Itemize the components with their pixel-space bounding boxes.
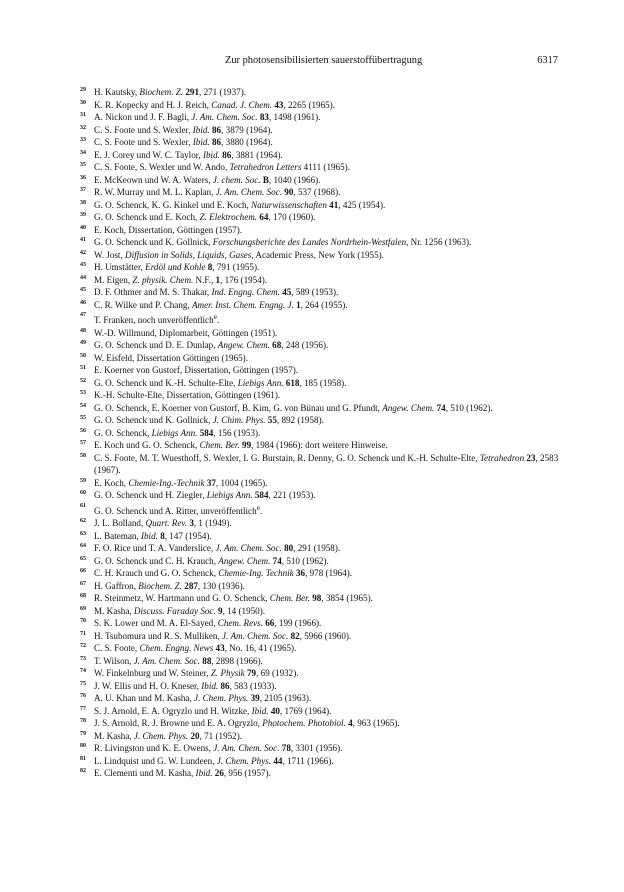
- reference-number: 31: [80, 112, 86, 118]
- reference-entry: [80, 502, 566, 518]
- reference-text: S. K. Lower und M. A. El-Sayed, Chem. Revs. 66, 199 (1966).: [94, 618, 322, 629]
- reference-entry: [80, 517, 566, 530]
- reference-entry: [80, 755, 566, 768]
- reference-entry: [80, 742, 566, 755]
- reference-entry: [80, 211, 566, 224]
- reference-entry: [80, 377, 566, 390]
- reference-number: 73: [80, 655, 86, 662]
- reference-entry: [80, 592, 566, 605]
- reference-text: M. Eigen, Z. physik. Chem. N.F., 1, 176 (1954).: [94, 274, 268, 285]
- reference-entry: [80, 136, 566, 149]
- reference-entry: [80, 261, 566, 274]
- reference-text: R. W. Murray und M. L. Kaplan, J. Am. Chem. Soc. 90, 537 (1968).: [94, 187, 341, 197]
- reference-entry: [80, 617, 566, 630]
- reference-number: 59: [80, 477, 86, 484]
- reference-text: A. U. Khan und M. Kasha, J. Chem. Phys. 39, 2105 (1963).: [94, 693, 312, 704]
- reference-entry: [80, 630, 566, 643]
- reference-text: G. O. Schenck und A. Ritter, unveröffentlich$^e$.: [94, 502, 263, 516]
- reference-number: 64: [80, 543, 86, 550]
- reference-text: M. Kasha, Discuss. Faraday Soc. 9, 14 (1950).: [94, 605, 266, 616]
- reference-text: C. S. Foote, Chem. Engng. News 43, No. 16, 41 (1965).: [94, 643, 297, 654]
- reference-text: J. L. Bolland, Quart. Rev. 3, 1 (1949).: [94, 518, 232, 529]
- reference-text: E. Clementi und M. Kasha, Ibid. 26, 956 (1957).: [94, 768, 271, 779]
- reference-number: 75: [80, 680, 86, 687]
- reference-text: L. Lindquist und G. W. Lundeen, J. Chem. Phys. 44, 1711 (1966).: [94, 755, 334, 766]
- reference-text: E. Koch, Chemie-Ing.-Technik 37, 1004 (1965).: [94, 477, 268, 488]
- reference-number: 36: [80, 174, 86, 181]
- reference-entry: [80, 174, 566, 187]
- reference-text: L. Bateman, Ibid. 8, 147 (1954).: [94, 530, 212, 541]
- reference-entry: [80, 224, 566, 237]
- reference-entry: [80, 530, 566, 543]
- reference-entry: [80, 452, 566, 477]
- reference-number: 41: [80, 237, 86, 243]
- reference-text: H. Umstätter, Erdöl und Kohle 8, 791 (1955).: [94, 262, 260, 272]
- reference-number: 35: [80, 162, 86, 168]
- reference-entry: [80, 705, 566, 718]
- reference-entry: [80, 642, 566, 655]
- reference-number: 82: [80, 768, 86, 775]
- reference-entry: [80, 667, 566, 680]
- reference-text: G. O. Schenck, E. Koerner von Gustorf, B. Kim, G. von Bünau und G. Pfundt, Angew. Chem. 74, 510 (1962).: [94, 402, 493, 413]
- reference-entry: [80, 767, 566, 780]
- reference-number: 46: [80, 299, 86, 306]
- running-title: Zur photosensibilisierten sauerstoffübertragung: [225, 55, 423, 66]
- reference-text: G. O. Schenck und C. H. Krauch, Angew. Chem. 74, 510 (1962).: [94, 555, 329, 566]
- reference-entry: [80, 389, 566, 402]
- reference-text: G. O. Schenck und E. Koch, Z. Elektrochem. 64, 170 (1960).: [94, 212, 316, 222]
- reference-entry: [80, 311, 566, 327]
- reference-number: 77: [80, 705, 86, 712]
- reference-text: M. Kasha, J. Chem. Phys. 20, 71 (1952).: [94, 730, 243, 741]
- reference-number: 30: [80, 99, 86, 106]
- reference-number: 34: [80, 149, 86, 156]
- reference-text: R. Steinmetz, W. Hartmann und G. O. Schenck, Chem. Ber. 98, 3854 (1965).: [94, 593, 373, 604]
- reference-text: G. O. Schenck und K. Gollnick, Forschungsberichte des Landes Nordrhein-Westfalen, Nr. 1256 (1963).: [94, 237, 472, 247]
- reference-number: 56: [80, 427, 86, 434]
- reference-text: G. O. Schenck, Liebigs Ann. 584, 156 (1953).: [94, 427, 261, 438]
- reference-entry: [80, 149, 566, 162]
- reference-number: 63: [80, 530, 86, 537]
- reference-entry: [80, 555, 566, 568]
- reference-text: W. Finkelnburg und W. Steiner, Z. Physik 79, 69 (1932).: [94, 668, 299, 679]
- reference-number: 48: [80, 327, 86, 334]
- reference-entry: [80, 286, 566, 299]
- reference-text: W.-D. Willmund, Diplomarbeit, Göttingen (1951).: [94, 327, 278, 338]
- reference-number: 47: [80, 312, 86, 318]
- reference-number: 50: [80, 352, 86, 359]
- reference-entry: [80, 352, 566, 365]
- reference-text: J. W. Ellis und H. O. Kneser, Ibid. 86, 583 (1933).: [94, 680, 277, 691]
- reference-number: 80: [80, 743, 86, 750]
- reference-number: 67: [80, 580, 86, 587]
- reference-number: 49: [80, 340, 86, 347]
- reference-text: D. F. Othmer and M. S. Thakar, Ind. Engng. Chem. 45, 589 (1953).: [94, 287, 339, 297]
- reference-number: 33: [80, 137, 86, 143]
- reference-entry: [80, 414, 566, 427]
- reference-number: 81: [80, 755, 86, 762]
- reference-text: E. McKeown und W. A. Waters, J. chem. Soc. B, 1040 (1966).: [94, 174, 321, 185]
- reference-text: C. H. Krauch und G. O. Schenck, Chemie-Ing. Technik 36, 978 (1964).: [94, 568, 353, 579]
- reference-entry: [80, 124, 566, 137]
- reference-entry: [80, 299, 566, 312]
- reference-text: J. S. Arnold, R. J. Browne und E. A. Ogryzlo, Photochem. Photobiol. 4, 963 (1965).: [94, 718, 400, 729]
- reference-entry: [80, 402, 566, 415]
- reference-text: A. Nickon und J. F. Bagli, J. Am. Chem. Soc. 83, 1498 (1961).: [94, 112, 321, 122]
- reference-number: 58: [80, 452, 86, 459]
- reference-number: 62: [80, 518, 86, 525]
- reference-text: H. Tsubomura und R. S. Mulliken, J. Am. Chem. Soc. 82, 5966 (1960).: [94, 630, 352, 641]
- reference-text: C. S. Foote und S. Wexler, Ibid. 86, 3879 (1964).: [94, 124, 273, 135]
- reference-entry: [80, 249, 566, 262]
- reference-number: 66: [80, 568, 86, 575]
- reference-entry: [80, 542, 566, 555]
- reference-text: G. O. Schenck und K.-H. Schulte-Elte, Liebigs Ann. 618, 185 (1958).: [94, 377, 347, 388]
- reference-entry: [80, 99, 566, 112]
- page-number: 6317: [537, 55, 558, 66]
- reference-text: T. Wilson, J. Am. Chem. Soc. 88, 2898 (1966).: [94, 655, 263, 666]
- reference-list: [80, 86, 566, 780]
- reference-number: 69: [80, 605, 86, 612]
- reference-entry: [80, 186, 566, 199]
- reference-number: 51: [80, 365, 86, 372]
- reference-entry: [80, 717, 566, 730]
- reference-number: 44: [80, 274, 86, 281]
- reference-entry: [80, 580, 566, 593]
- reference-text: K.-H. Schulte-Elte, Dissertation, Göttingen (1961).: [94, 390, 281, 401]
- reference-number: 55: [80, 415, 86, 422]
- reference-entry: [80, 605, 566, 618]
- reference-text: G. O. Schenck, K. G. Kinkel und E. Koch, Naturwissenschaften 41, 425 (1954).: [94, 199, 386, 210]
- reference-number: 43: [80, 262, 86, 268]
- reference-text: W. Eisfeld, Dissertation Göttingen (1965).: [94, 352, 248, 363]
- reference-number: 60: [80, 490, 86, 497]
- reference-number: 57: [80, 440, 86, 447]
- reference-entry: [80, 655, 566, 668]
- reference-text: F. O. Rice und T. A. Vanderslice, J. Am. Chem. Soc. 80, 291 (1958).: [94, 543, 341, 554]
- reference-entry: [80, 489, 566, 502]
- reference-entry: [80, 427, 566, 440]
- reference-entry: [80, 339, 566, 352]
- reference-entry: [80, 86, 566, 99]
- reference-number: 42: [80, 249, 86, 256]
- reference-entry: [80, 567, 566, 580]
- reference-text: G. O. Schenck und H. Ziegler, Liebigs Ann. 584, 221 (1953).: [94, 490, 316, 501]
- reference-number: 52: [80, 377, 86, 384]
- reference-entry: [80, 236, 566, 249]
- reference-number: 39: [80, 212, 86, 218]
- reference-entry: [80, 199, 566, 212]
- reference-text: C. R. Wilke und P. Chang, Amer. Inst. Chem. Engng. J. 1, 264 (1955).: [94, 299, 348, 310]
- reference-number: 74: [80, 668, 86, 675]
- reference-text: E. Koch, Dissertation, Göttingen (1957).: [94, 224, 242, 235]
- reference-number: 68: [80, 593, 86, 600]
- reference-number: 53: [80, 390, 86, 397]
- reference-number: 78: [80, 718, 86, 725]
- reference-entry: [80, 680, 566, 693]
- reference-number: 79: [80, 730, 86, 737]
- reference-text: H. Gaffron, Biochem. Z. 287, 130 (1936).: [94, 580, 245, 591]
- reference-text: C. S. Foote und S. Wexler, Ibid. 86, 3880 (1964).: [94, 137, 273, 147]
- reference-entry: [80, 161, 566, 174]
- reference-text: S. J. Arnold, E. A. Ogryzlo und H. Witzke, Ibid. 40, 1769 (1964).: [94, 705, 332, 716]
- reference-number: 65: [80, 555, 86, 562]
- reference-text: G. O. Schenck und D. E. Dunlap, Angew. Chem. 68, 248 (1956).: [94, 340, 329, 351]
- reference-number: 29: [80, 87, 86, 93]
- reference-text: C. S. Foote, M. T. Wuesthoff, S. Wexler, I. G. Burstain, R. Denny, G. O. Schenck und K.-H. Schulte-Elte, Tetrahedron 23, 2583 (1967).: [94, 452, 559, 476]
- reference-entry: [80, 111, 566, 124]
- reference-text: R. Livingston und K. E. Owens, J. Am. Chem. Soc. 78, 3301 (1956).: [94, 743, 343, 754]
- reference-text: E. Koerner von Gustorf, Dissertation, Göttingen (1957).: [94, 365, 299, 376]
- reference-text: G. O. Schenck und K. Gollnick, J. Chim. Phys. 55, 892 (1958).: [94, 415, 324, 426]
- reference-number: 76: [80, 693, 86, 700]
- reference-text: T. Franken, noch unveröffentlich$^e$.: [94, 312, 220, 326]
- reference-text: H. Kautsky, Biochem. Z. 291, 271 (1937).: [94, 87, 246, 97]
- reference-number: 38: [80, 199, 86, 206]
- reference-text: E. J. Corey und W. C. Taylor, Ibid. 86, 3881 (1964).: [94, 149, 283, 160]
- reference-text: C. S. Foote, S. Wexler und W. Ando, Tetrahedron Letters 4111 (1965).: [94, 162, 350, 172]
- reference-entry: [80, 730, 566, 743]
- reference-text: K. R. Kopecky and H. J. Reich, Canad. J. Chem. 43, 2265 (1965).: [94, 99, 335, 110]
- reference-number: 54: [80, 402, 86, 409]
- reference-number: 71: [80, 630, 86, 637]
- reference-entry: [80, 477, 566, 490]
- reference-entry: [80, 327, 566, 340]
- reference-number: 70: [80, 618, 86, 625]
- reference-entry: [80, 364, 566, 377]
- reference-number: 45: [80, 287, 86, 293]
- reference-text: E. Koch und G. O. Schenck, Chem. Ber. 99, 1984 (1966): dort weitere Hinweise.: [94, 440, 388, 451]
- reference-entry: [80, 692, 566, 705]
- reference-number: 32: [80, 124, 86, 131]
- reference-entry: [80, 274, 566, 287]
- reference-entry: [80, 439, 566, 452]
- reference-number: 61: [80, 502, 86, 509]
- running-header: [80, 54, 558, 68]
- reference-number: 72: [80, 643, 86, 650]
- reference-number: 37: [80, 187, 86, 193]
- reference-number: 40: [80, 224, 86, 231]
- reference-text: W. Jost, Diffusion in Solids, Liquids, Gases, Academic Press, New York (1955).: [94, 249, 384, 260]
